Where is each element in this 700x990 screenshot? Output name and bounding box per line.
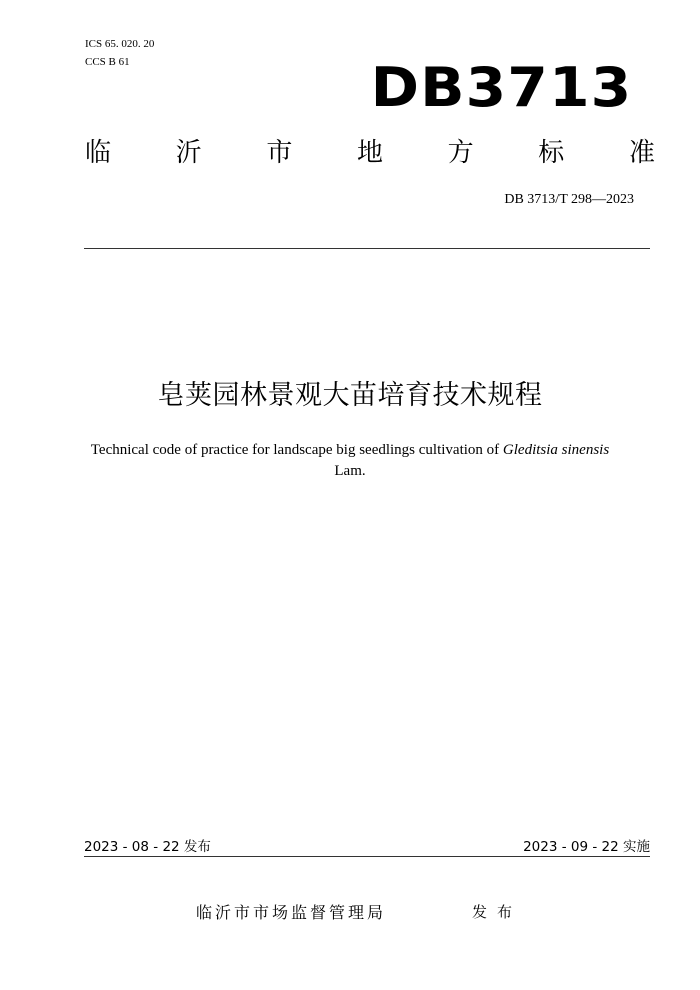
ccs-code: CCS B 61	[85, 56, 130, 68]
standard-type-title	[85, 136, 655, 170]
standard-type-char: 沂	[175, 138, 202, 168]
standard-type-char: 方	[447, 138, 474, 168]
species-name: Gleditsia sinensis	[502, 442, 610, 458]
issuing-authority: 临沂市市场监督管理局	[196, 903, 387, 922]
document-number: DB 3713/T 298—2023	[504, 192, 634, 207]
standard-type-char: 市	[266, 138, 293, 168]
chinese-title: 皂荚园林景观大苗培育技术规程	[157, 380, 543, 411]
implementation-date: 2023 - 09 - 22 实施	[523, 839, 650, 855]
english-title	[85, 440, 615, 482]
top-divider	[84, 248, 650, 249]
english-title-main: Technical code of practice for landscape big seedlings cultivation of	[90, 442, 503, 458]
issue-date: 2023 - 08 - 22 发布	[84, 839, 211, 855]
ics-code: ICS 65. 020. 20	[85, 38, 155, 50]
standard-type-char: 临	[85, 138, 112, 168]
issue-label: 发布	[472, 903, 523, 921]
db-logo: DB3713	[370, 56, 632, 119]
standard-type-char: 标	[538, 138, 565, 168]
standard-type-char: 地	[356, 138, 383, 168]
bottom-divider	[84, 856, 650, 857]
standard-type-char: 准	[628, 138, 655, 168]
species-author: Lam.	[334, 463, 366, 479]
